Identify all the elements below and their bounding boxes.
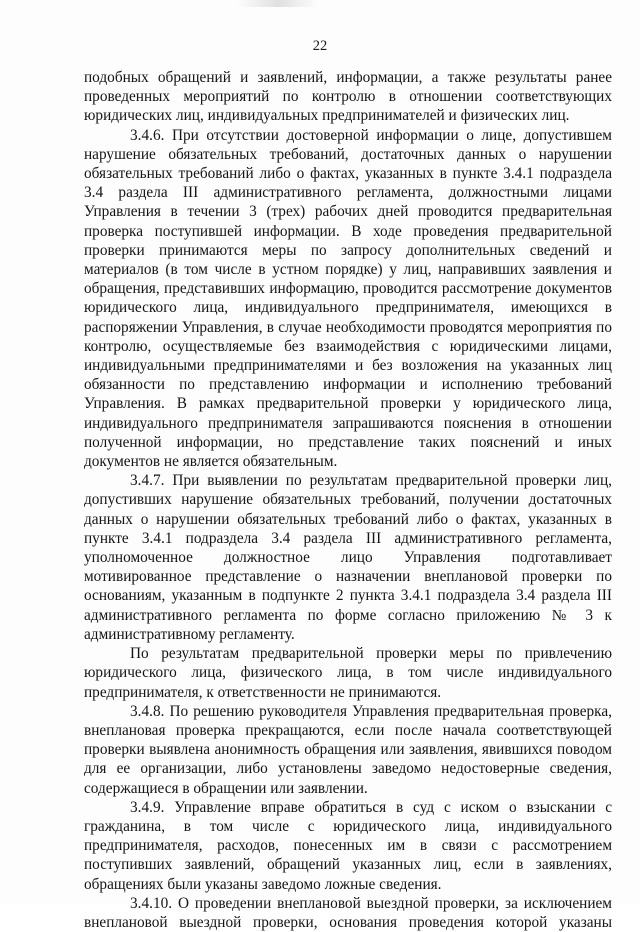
scan-artifact xyxy=(238,0,318,7)
paragraph-3-4-6: 3.4.6. При отсутствии достоверной информации о лице, допустившем нарушение обязательных требований, достаточных данных о нарушении обязательных требований либо о фактах, указанных в пункте 3.4.1 подраздела 3.4 раздела III административного регламента, должностными лицами Управления в течении 3 (трех) рабочих дней проводится предварительная проверка поступившей информации. В ходе проведения предварительной проверки принимаются меры по запросу дополнительных сведений и материалов (в том числе в устном порядке) у лиц, направивших заявления и обращения, представивших информацию, проводится рассмотрение документов юридического лица, индивидуального предпринимателя, имеющихся в распоряжении Управления, в случае необходимости проводятся мероприятия по контролю, осуществляемые без взаимодействия с юридическими лицами, индивидуальными предпринимателями и без возложения на указанных лиц обязанности по представлению информации и исполнению требований Управления. В рамках предварительной проверки у юридического лица, индивидуального предпринимателя запрашиваются пояснения в отношении полученной информации, но представление таких пояснений и иных документов не является обязательным. xyxy=(84,126,612,471)
page-number: 22 xyxy=(312,38,328,54)
paragraph-3-4-7-results: По результатам предварительной проверки меры по привлечению юридического лица, физического лица, в том числе индивидуального предпринимателя, к ответственности не принимаются. xyxy=(84,645,612,701)
paragraph-3-4-8: 3.4.8. По решению руководителя Управления предварительная проверка, внеплановая проверка прекращаются, если после начала соответствующей проверки выявлена анонимность обращения или заявления, явившихся поводом для ее организации, либо установлены заведомо недостоверные сведения, содержащиеся в обращении или заявлении. xyxy=(84,702,612,797)
paragraph-continuation: подобных обращений и заявлений, информации, а также результаты ранее проведенных мероприятий по контролю в отношении соответствующих юридических лиц, индивидуальных предпринимателей и физических лиц. xyxy=(84,69,612,125)
document-body xyxy=(84,68,612,932)
paragraph-3-4-10: 3.4.10. О проведении внеплановой выездной проверки, за исключением внеплановой выездной проверки, основания проведения которой указаны xyxy=(84,894,612,931)
paragraph-3-4-7: 3.4.7. При выявлении по результатам предварительной проверки лиц, допустивших нарушение обязательных требований, получении достаточных данных о нарушении обязательных требований либо о фактах, указанных в пункте 3.4.1 подраздела 3.4 раздела III административного регламента, уполномоченное должностное лицо Управления подготавливает мотивированное представление о назначении внеплановой проверки по основаниям, указанным в подпункте 2 пункта 3.4.1 подраздела 3.4 раздела III административного регламента по форме согласно приложению № 3 к административному регламенту. xyxy=(84,472,612,643)
paragraph-3-4-9: 3.4.9. Управление вправе обратиться в суд с иском о взыскании с гражданина, в том числе с юридического лица, индивидуального предпринимателя, расходов, понесенных им в связи с рассмотрением поступивших заявлений, обращений указанных лиц, если в заявлениях, обращениях были указаны заведомо ложные сведения. xyxy=(84,798,612,893)
